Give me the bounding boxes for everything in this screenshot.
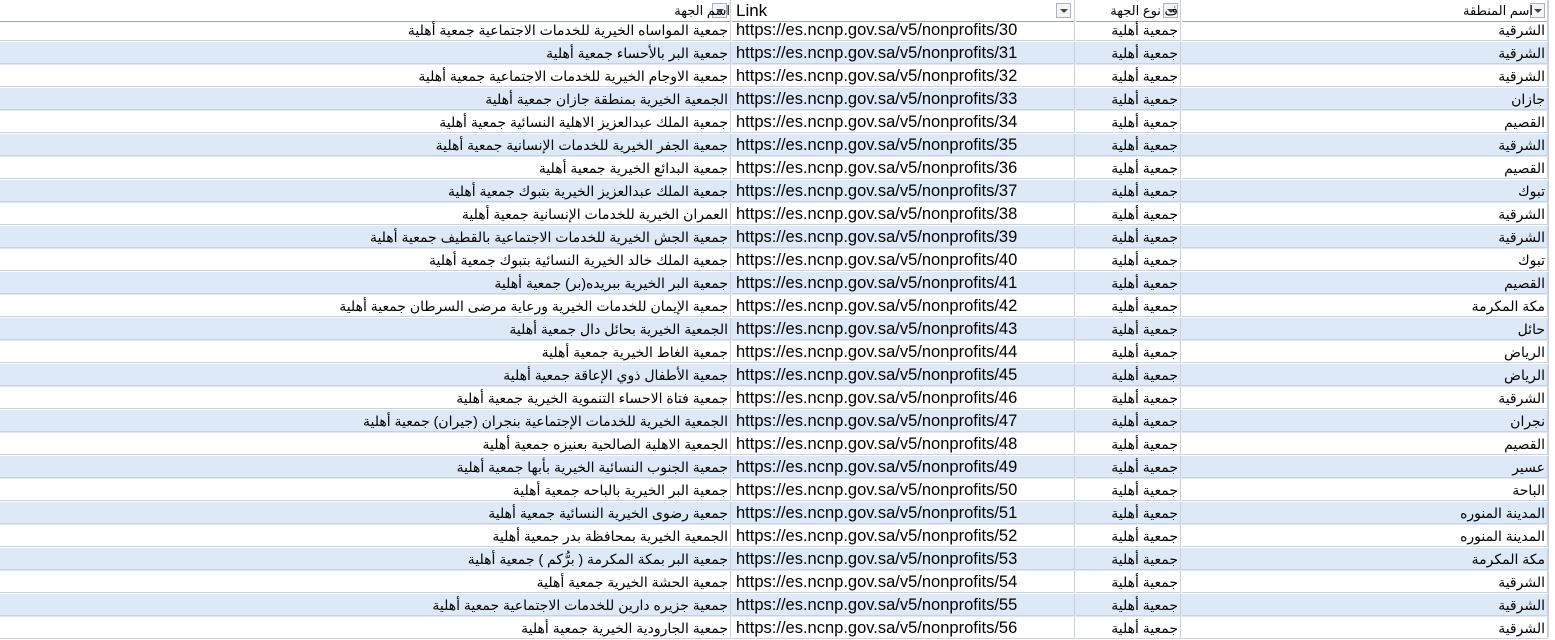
header-region-label: اسم المنطقة <box>1463 3 1533 18</box>
name-cell[interactable]: جمعية فتاة الاحساء التنموية الخيرية جمعية أهلية <box>0 387 731 409</box>
type-cell[interactable]: جمعية أهلية <box>1076 525 1181 547</box>
link-cell[interactable]: https://es.ncnp.gov.sa/v5/nonprofits/48 <box>732 433 1075 455</box>
link-cell[interactable]: https://es.ncnp.gov.sa/v5/nonprofits/41 <box>732 272 1075 294</box>
type-cell[interactable]: جمعية أهلية <box>1076 479 1181 501</box>
region-cell[interactable]: القصيم <box>1182 111 1548 133</box>
link-cell[interactable]: https://es.ncnp.gov.sa/v5/nonprofits/31 <box>732 42 1075 64</box>
table-row <box>0 111 1555 134</box>
link-cell[interactable]: https://es.ncnp.gov.sa/v5/nonprofits/37 <box>732 180 1075 202</box>
name-cell[interactable]: جمعية جزيره دارين للخدمات الاجتماعية جمعية أهلية <box>0 594 731 616</box>
type-cell[interactable]: جمعية أهلية <box>1076 134 1181 156</box>
table-row <box>0 65 1555 88</box>
name-cell[interactable]: جمعية الجنوب النسائية الخيرية بأبها جمعية أهلية <box>0 456 731 478</box>
type-cell[interactable]: جمعية أهلية <box>1076 249 1181 271</box>
name-cell[interactable]: جمعية الغاط الخيرية جمعية أهلية <box>0 341 731 363</box>
link-cell[interactable]: https://es.ncnp.gov.sa/v5/nonprofits/34 <box>732 111 1075 133</box>
table-row <box>0 364 1555 387</box>
link-cell[interactable]: https://es.ncnp.gov.sa/v5/nonprofits/52 <box>732 525 1075 547</box>
table-row <box>0 548 1555 571</box>
link-cell[interactable]: https://es.ncnp.gov.sa/v5/nonprofits/32 <box>732 65 1075 87</box>
table-row <box>0 387 1555 410</box>
name-cell[interactable]: جمعية رضوى الخيرية النسائية جمعية أهلية <box>0 502 731 524</box>
table-row <box>0 318 1555 341</box>
type-cell[interactable]: جمعية أهلية <box>1076 272 1181 294</box>
type-cell[interactable]: جمعية أهلية <box>1076 203 1181 225</box>
table-row <box>0 19 1555 42</box>
region-cell[interactable]: الشرقية <box>1182 571 1548 593</box>
link-cell[interactable]: https://es.ncnp.gov.sa/v5/nonprofits/39 <box>732 226 1075 248</box>
column-edge <box>1548 0 1555 637</box>
table-row <box>0 594 1555 617</box>
table-row <box>0 479 1555 502</box>
name-cell[interactable]: جمعية البدائع الخيرية جمعية أهلية <box>0 157 731 179</box>
region-cell[interactable]: القصيم <box>1182 157 1548 179</box>
region-cell[interactable]: نجران <box>1182 410 1548 432</box>
name-cell[interactable]: جمعية الملك خالد الخيرية النسائية بتبوك جمعية أهلية <box>0 249 731 271</box>
header-link-label: Link <box>736 1 768 20</box>
region-cell[interactable]: حائل <box>1182 318 1548 340</box>
link-cell[interactable]: https://es.ncnp.gov.sa/v5/nonprofits/54 <box>732 571 1075 593</box>
region-cell[interactable]: الشرقية <box>1182 594 1548 616</box>
table-row <box>0 134 1555 157</box>
type-cell[interactable]: جمعية أهلية <box>1076 157 1181 179</box>
table-row <box>0 525 1555 548</box>
name-cell[interactable]: جمعية الجارودية الخيرية جمعية أهلية <box>0 617 731 639</box>
table-row <box>0 456 1555 479</box>
table-row <box>0 42 1555 65</box>
region-cell[interactable]: تبوك <box>1182 180 1548 202</box>
name-cell[interactable]: الجمعية الخيرية بمنطقة جازان جمعية أهلية <box>0 88 731 110</box>
region-cell[interactable]: الرياض <box>1182 364 1548 386</box>
name-cell[interactable]: الجمعية الخيرية بحائل دال جمعية أهلية <box>0 318 731 340</box>
type-cell[interactable]: جمعية أهلية <box>1076 502 1181 524</box>
region-cell[interactable]: مكة المكرمة <box>1182 548 1548 570</box>
type-cell[interactable]: جمعية أهلية <box>1076 594 1181 616</box>
region-cell[interactable]: الشرقية <box>1182 134 1548 156</box>
table-row <box>0 157 1555 180</box>
name-cell[interactable]: جمعية الجفر الخيرية للخدمات الإنسانية جمعية أهلية <box>0 134 731 156</box>
table-row <box>0 341 1555 364</box>
link-cell[interactable]: https://es.ncnp.gov.sa/v5/nonprofits/56 <box>732 617 1075 639</box>
type-cell[interactable]: جمعية أهلية <box>1076 548 1181 570</box>
region-cell[interactable]: جازان <box>1182 88 1548 110</box>
table-row <box>0 571 1555 594</box>
table-row <box>0 410 1555 433</box>
link-cell[interactable]: https://es.ncnp.gov.sa/v5/nonprofits/40 <box>732 249 1075 271</box>
region-cell[interactable]: مكة المكرمة <box>1182 295 1548 317</box>
type-cell[interactable]: جمعية أهلية <box>1076 19 1181 41</box>
name-cell[interactable]: جمعية الجش الخيرية للخدمات الاجتماعية بالقطيف جمعية أهلية <box>0 226 731 248</box>
type-cell[interactable]: جمعية أهلية <box>1076 180 1181 202</box>
type-cell[interactable]: جمعية أهلية <box>1076 295 1181 317</box>
name-cell[interactable]: جمعية الحشة الخيرية جمعية أهلية <box>0 571 731 593</box>
table-row <box>0 226 1555 249</box>
type-cell[interactable]: جمعية أهلية <box>1076 65 1181 87</box>
link-cell[interactable]: https://es.ncnp.gov.sa/v5/nonprofits/33 <box>732 88 1075 110</box>
name-cell[interactable]: جمعية المواساه الخيرية للخدمات الاجتماعية جمعية أهلية <box>0 19 731 41</box>
name-cell[interactable]: جمعية البر الخيرية ببريده(بر) جمعية أهلية <box>0 272 731 294</box>
table-row <box>0 272 1555 295</box>
link-cell[interactable]: https://es.ncnp.gov.sa/v5/nonprofits/45 <box>732 364 1075 386</box>
type-cell[interactable]: جمعية أهلية <box>1076 456 1181 478</box>
type-cell[interactable]: جمعية أهلية <box>1076 42 1181 64</box>
link-cell[interactable]: https://es.ncnp.gov.sa/v5/nonprofits/47 <box>732 410 1075 432</box>
link-cell[interactable]: https://es.ncnp.gov.sa/v5/nonprofits/44 <box>732 341 1075 363</box>
link-cell[interactable]: https://es.ncnp.gov.sa/v5/nonprofits/50 <box>732 479 1075 501</box>
type-cell[interactable]: جمعية أهلية <box>1076 387 1181 409</box>
link-cell[interactable]: https://es.ncnp.gov.sa/v5/nonprofits/55 <box>732 594 1075 616</box>
type-cell[interactable]: جمعية أهلية <box>1076 617 1181 639</box>
region-cell[interactable]: القصيم <box>1182 433 1548 455</box>
region-cell[interactable]: الشرقية <box>1182 617 1548 639</box>
header-name-label: اسم الجهة <box>674 3 730 18</box>
type-cell[interactable]: جمعية أهلية <box>1076 433 1181 455</box>
table-row <box>0 88 1555 111</box>
name-cell[interactable]: جمعية البر الخيرية بالباحه جمعية أهلية <box>0 479 731 501</box>
link-cell[interactable]: https://es.ncnp.gov.sa/v5/nonprofits/46 <box>732 387 1075 409</box>
link-cell[interactable]: https://es.ncnp.gov.sa/v5/nonprofits/35 <box>732 134 1075 156</box>
region-cell[interactable]: الشرقية <box>1182 226 1548 248</box>
link-cell[interactable]: https://es.ncnp.gov.sa/v5/nonprofits/49 <box>732 456 1075 478</box>
name-cell[interactable]: الجمعية الاهلية الصالحية بعنيزه جمعية أهلية <box>0 433 731 455</box>
table-row <box>0 180 1555 203</box>
link-cell[interactable]: https://es.ncnp.gov.sa/v5/nonprofits/42 <box>732 295 1075 317</box>
type-cell[interactable]: جمعية أهلية <box>1076 111 1181 133</box>
region-cell[interactable]: المدينة المنوره <box>1182 525 1548 547</box>
type-cell[interactable]: جمعية أهلية <box>1076 410 1181 432</box>
table-row <box>0 203 1555 226</box>
region-cell[interactable]: عسير <box>1182 456 1548 478</box>
region-cell[interactable]: القصيم <box>1182 272 1548 294</box>
filter-dropdown-icon[interactable] <box>1056 3 1071 18</box>
region-cell[interactable]: الباحة <box>1182 479 1548 501</box>
name-cell[interactable]: جمعية الملك عبدالعزيز الخيرية بتبوك جمعية أهلية <box>0 180 731 202</box>
link-cell[interactable]: https://es.ncnp.gov.sa/v5/nonprofits/53 <box>732 548 1075 570</box>
name-cell[interactable]: جمعية البر بالأحساء جمعية أهلية <box>0 42 731 64</box>
type-cell[interactable]: جمعية أهلية <box>1076 318 1181 340</box>
link-cell[interactable]: https://es.ncnp.gov.sa/v5/nonprofits/36 <box>732 157 1075 179</box>
table-row <box>0 502 1555 525</box>
link-cell[interactable]: https://es.ncnp.gov.sa/v5/nonprofits/51 <box>732 502 1075 524</box>
region-cell[interactable]: الشرقية <box>1182 19 1548 41</box>
type-cell[interactable]: جمعية أهلية <box>1076 88 1181 110</box>
table-row <box>0 295 1555 318</box>
region-cell[interactable]: الشرقية <box>1182 203 1548 225</box>
region-cell[interactable]: المدينة المنوره <box>1182 502 1548 524</box>
name-cell[interactable]: جمعية الإيمان للخدمات الخيرية ورعاية مرضى السرطان جمعية أهلية <box>0 295 731 317</box>
region-cell[interactable]: الشرقية <box>1182 65 1548 87</box>
name-cell[interactable]: العمران الخيرية للخدمات الإنسانية جمعية أهلية <box>0 203 731 225</box>
link-cell[interactable]: https://es.ncnp.gov.sa/v5/nonprofits/38 <box>732 203 1075 225</box>
region-cell[interactable]: الشرقية <box>1182 387 1548 409</box>
header-type-label: ف نوع الجهة <box>1110 3 1178 18</box>
link-cell[interactable]: https://es.ncnp.gov.sa/v5/nonprofits/30 <box>732 19 1075 41</box>
type-cell[interactable]: جمعية أهلية <box>1076 364 1181 386</box>
name-cell[interactable]: جمعية الملك عبدالعزيز الاهلية النسائية جمعية أهلية <box>0 111 731 133</box>
name-cell[interactable]: جمعية البر بمكة المكرمة ( برُّكم ) جمعية أهلية <box>0 548 731 570</box>
table-row <box>0 249 1555 272</box>
name-cell[interactable]: الجمعية الخيرية بمحافظة بدر جمعية أهلية <box>0 525 731 547</box>
type-cell[interactable]: جمعية أهلية <box>1076 226 1181 248</box>
link-cell[interactable]: https://es.ncnp.gov.sa/v5/nonprofits/43 <box>732 318 1075 340</box>
region-cell[interactable]: تبوك <box>1182 249 1548 271</box>
region-cell[interactable]: الشرقية <box>1182 42 1548 64</box>
name-cell[interactable]: الجمعية الخيرية للخدمات الإجتماعية بنجران (جيران) جمعية أهلية <box>0 410 731 432</box>
type-cell[interactable]: جمعية أهلية <box>1076 341 1181 363</box>
type-cell[interactable]: جمعية أهلية <box>1076 571 1181 593</box>
name-cell[interactable]: جمعية الأطفال ذوي الإعاقة جمعية أهلية <box>0 364 731 386</box>
name-cell[interactable]: جمعية الاوجام الخيرية للخدمات الاجتماعية جمعية أهلية <box>0 65 731 87</box>
region-cell[interactable]: الرياض <box>1182 341 1548 363</box>
table-row <box>0 433 1555 456</box>
